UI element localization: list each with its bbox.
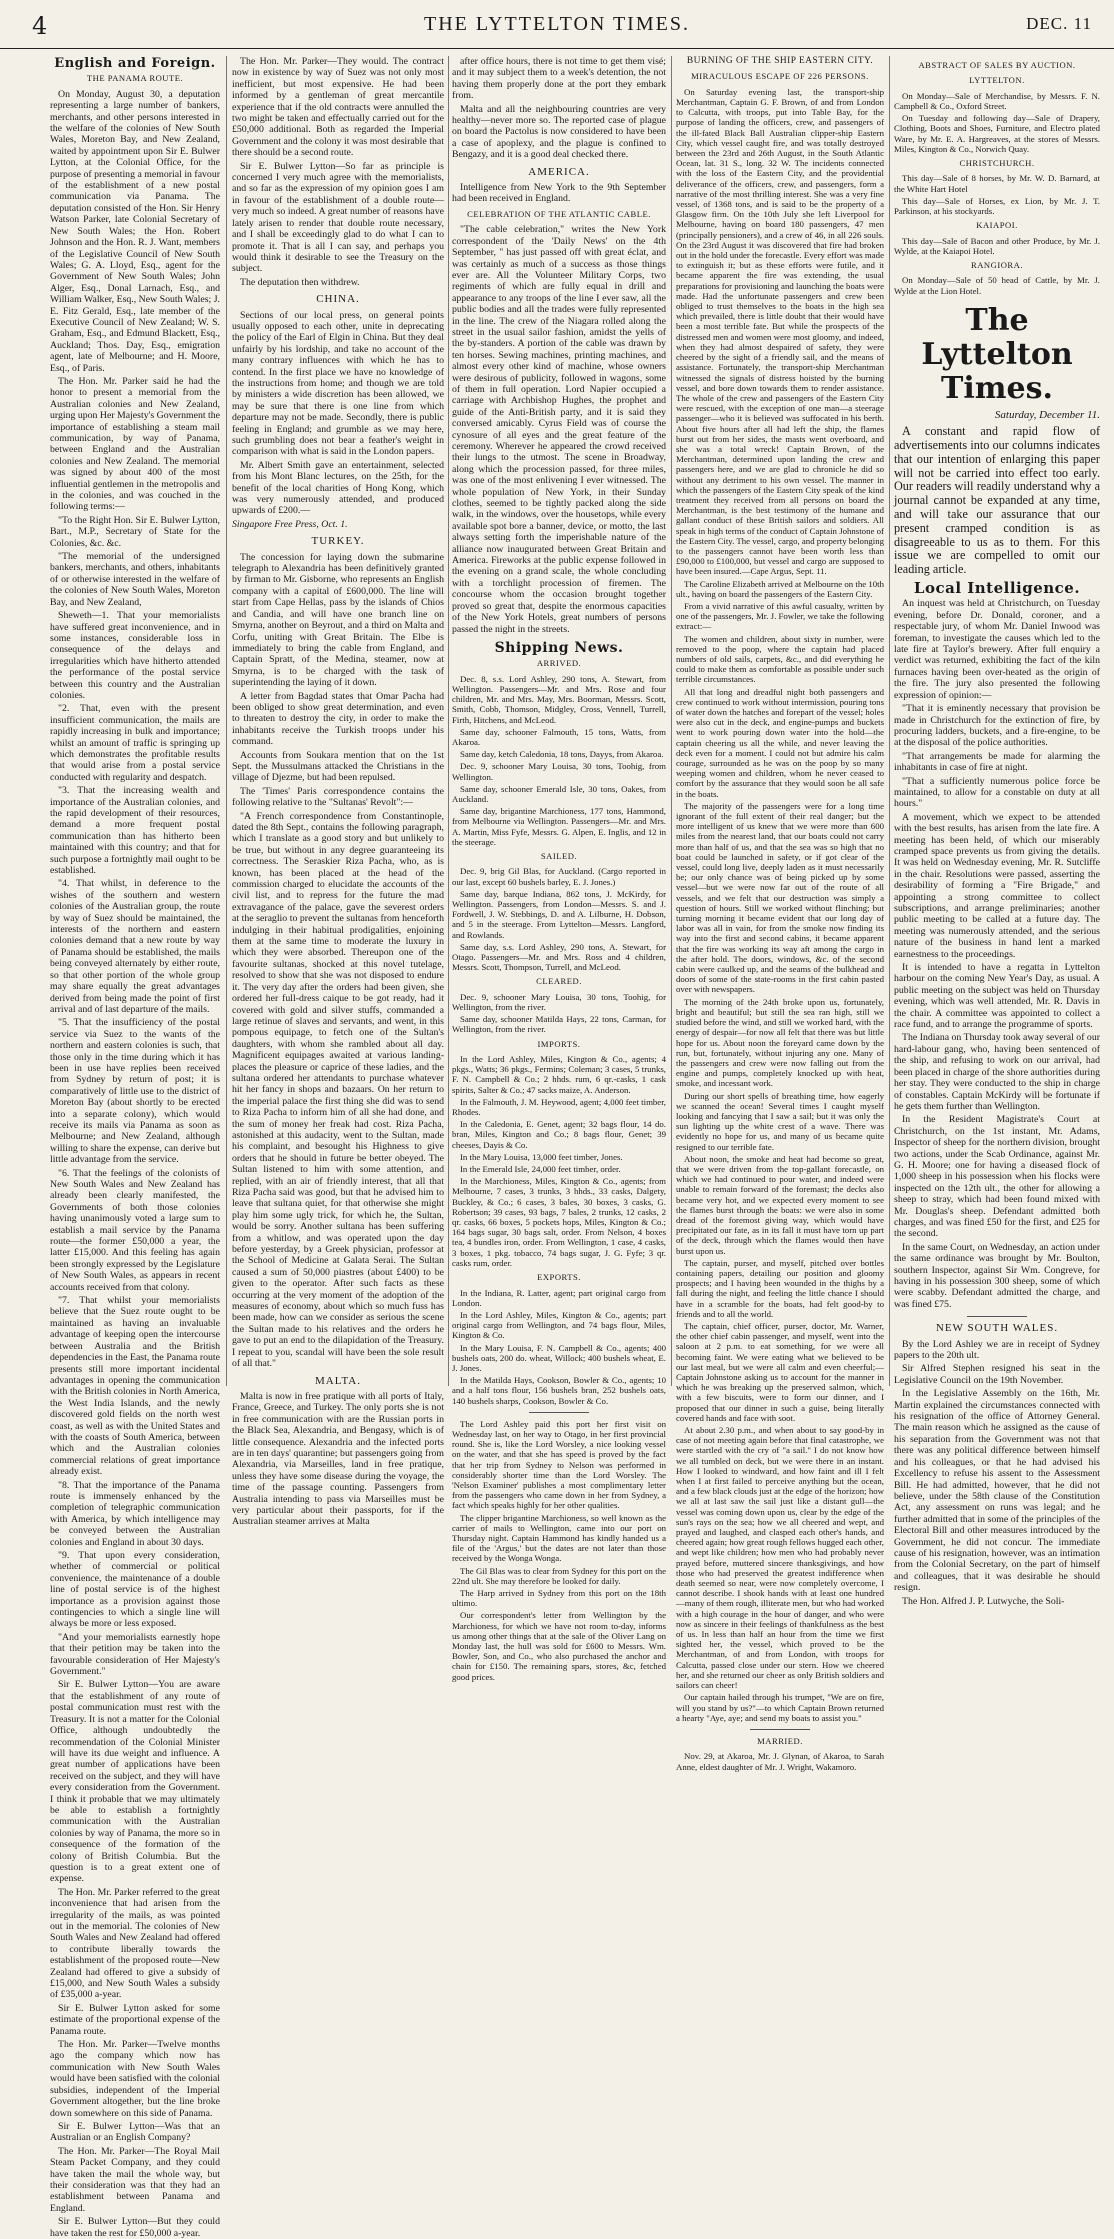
place-heading: RANGIORA. bbox=[970, 260, 1023, 271]
paragraph: Same day, s.s. Lord Ashley, 290 tons, A. Stewart, for Otago. Passengers—Mr. and Mrs. Ross and 4 children, Messrs. Scott, Thompson, Turrell, and McLeod. bbox=[452, 941, 666, 973]
paragraph: In the Legislative Assembly on the 16th, Mr. Martin explained the circumstances connected with his resignation of the office of Attorney General. The main reason which he assigned as the cause of his separation from the Government was not that there was any political difference between himself and his colleagues, or that he had advised his Excellency to refuse his assent to the Assessment Bill. He had admitted, however, that he did not believe, under the 58th clause of the Constitution Act, any assessment on runs was legal; and he further admitted that in some of the principles of the Electoral Bill and other measures introduced by the Government, he did not concur. The immediate cause of his resignation, however, was an intimation from the Colonial Secretary, on the part of himself and colleagues, that it was desirable he should resign. bbox=[894, 1388, 1100, 1594]
article-heading: TURKEY. bbox=[311, 535, 365, 548]
paragraph: In the Mary Louisa, F. N. Campbell & Co., agents; 400 bushels oats, 200 do. wheat, Willock; 400 bushels wheat, E. J. Jones. bbox=[452, 1342, 666, 1373]
columns bbox=[0, 56, 1114, 2239]
article-paragraph: Intelligence from New York to the 9th September had been received in England. bbox=[452, 182, 666, 205]
paragraph: An inquest was held at Christchurch, on Tuesday evening, before Dr. Donald, coroner, and a respectable jury, of whom Mr. Daniel Inwood was foreman, to investigate the causes which led to the late fire at Taylor's brewery. After full enquiry a verdict was returned, exhibiting the fact of the kiln furnaces having been over-heated as the origin of the fire. The jury also presented the following expression of opinion:— bbox=[894, 598, 1100, 701]
subsection-heading: ARRIVED. bbox=[536, 658, 582, 669]
paragraph: Dec. 9, schooner Mary Louisa, 30 tons, Toohig, for Wellington, from the river. bbox=[452, 991, 666, 1013]
sales-list bbox=[894, 236, 1100, 256]
paragraph: In the Lord Ashley, Miles, Kington & Co., agents; part original cargo from Wellington, and 74 bags flour, Miles, Kington & Co. bbox=[452, 1309, 666, 1341]
paragraph: In the Caledonia, E. Genet, agent; 32 bags flour, 14 do. bran, Miles, Kington and Co.; 8 bags flour, Genet; 39 cheeses, Dayis & Co. bbox=[452, 1119, 666, 1150]
paragraph: The deputation then withdrew. bbox=[240, 276, 360, 288]
paragraph: "5. That the insufficiency of the postal service via Suez to the wants of the northern and eastern colonies is such, that those only in the time during which it has been in use have replies been received from Sydney by return of post; it is comparatively of little use to the district of Moreton Bay (about shortly to be erected into a separate colony), which would receive its mails via Panama as soon as Melbourne; and New Zealand, although willing to share the expense, can derive but little advantage from the service. bbox=[50, 1017, 220, 1166]
paragraph: A letter from Bagdad states that Omar Pacha had been obliged to show great determination, and even to threaten to destroy the city, in order to make the inhabitants receive the Turkish troops under his command. bbox=[232, 690, 444, 748]
sales-list bbox=[894, 173, 1100, 216]
paragraph: Mr. Albert Smith gave an entertainment, selected from his Mont Blanc lectures, on the 25th, for the benefit of the local charities of Hong Kong, which was very numerously attended, and produced upwards of £200.— bbox=[232, 459, 444, 517]
paragraph: Accounts from Soukara mention that on the 1st Sept. the Mussulmans attacked the Christians in the village of Djezme, but had been repulsed. bbox=[232, 749, 444, 784]
paragraph: Malta is now in free pratique with all ports of Italy, France, Greece, and Turkey. The only ports she is not in free communication with are the Russian ports in the Black Sea, Alexandria, and Bengasy, which is of little consequence. Alexandria and the infected ports are in ten days' quarantine; but passengers going from Alexandria, via Marseilles, land in free pratique, unless they have some disease during the voyage, the time of the passage counting. Passengers from Australia intending to pass via Marseilles must be very particular about their passports, for if the Australian steamer arrives at Malta bbox=[232, 1390, 444, 1528]
paragraph: "2. That, even with the present insufficient communication, the mails are rapidly increasing in bulk and importance; whilst an amount of traffic is springing up which demonstrates the profitable results that would arise from a postal service conducted with regularity and despatch. bbox=[50, 703, 220, 783]
article-body bbox=[676, 87, 884, 1723]
paragraph: In the Matilda Hays, Cookson, Bowler & Co., agents; 10 and a half tons flour, 156 bushels bran, 252 bushels oats, 140 bushels sharps, Cookson, Bowler & Co. bbox=[452, 1375, 666, 1406]
paragraph: This day—Sale of 8 horses, by Mr. W. D. Barnard, at the White Hart Hotel bbox=[894, 173, 1100, 194]
paragraph: The Lord Ashley paid this port her first visit on Wednesday last, on her way to Otago, in her first provincial round. She is, like the Lord Worsley, a nice looking vessel on the water, and that she has speed is proved by the fact that her trip from Sydney to Nelson was performed in considerably shorter time than the Lord Worsley. The 'Nelson Examiner' publishes a most complimentary letter from the passengers who came down in her from Sydney, a fact which speaks highly for her other qualities. bbox=[452, 1418, 666, 1511]
paragraph: "The memorial of the undersigned bankers, merchants, and others, inhabitants of or otherwise interested in the welfare of the colonies of New South Wales, Moreton Bay, and New Zealand, bbox=[50, 551, 220, 608]
subsection-heading: IMPORTS. bbox=[537, 1038, 581, 1049]
paragraph: Sir E. Bulwer Lytton—Was that an Australian or an English Company? bbox=[50, 2120, 220, 2144]
article-body bbox=[50, 89, 220, 2239]
paragraph: At about 2.30 p.m., and when about to say good-by in case of not meeting again before that final catastrophe, we were startled with the cry of "a sail." I do not know how we all tumbled on deck, but we were there in an instant. How I looked to windward, and how faint and ill I felt when I at first failed to perceive anything but the ocean, and a few black clouds just at the edge of the horizon; how we all at last saw the sail just like a distant gull—the vessel was coming down upon us, clear by the edge of the sun's rays on the sea; how we all cheered and wept, and prayed and laughed, and clasped each other's hands, and cheered again; how great rough fellows hugged each other, and wept like children; how men who had probably never prayed before, muttered sincere thanksgivings, and how those who had preserved the greatest indifference when death seemed so near, were now completely overcome, I cannot describe. I shook hands with at least one hundred —many of them rough, illiterate men, but who had worked with a high courage in the hour of danger, and who were now as sincere in their feelings of thankfulness as the best of us. In less than half an hour from the time we first sighted her, the vessel, which proved to be the Merchantman, of and from London, with troops for Calcutta, passed close under our stern. How we cheered her, and she returned our cheer as only British soldiers and sailors can cheer! bbox=[676, 1425, 884, 1691]
divider bbox=[750, 1729, 810, 1730]
paragraph: Dec. 9, schooner Mary Louisa, 30 tons, Toohig, from Wellington. bbox=[452, 761, 666, 782]
article-body bbox=[894, 1339, 1100, 1607]
paragraph: "The cable celebration," writes the New York correspondent of the 'Daily News' on the 4th September, " has just passed off with great éclat, and was certainly as much of a success as those things ever are. All the Volunteer Military Corps, two regiments of which are fully equal in drill and appearance to any troops of the line I ever saw, all the public bodies and all the trades were fully represented in the line. The crew of the Niagara rolled along the street in the usual sailor fashion, amidst the yells of the by-standers. A portion of the cable was drawn by ten horses. Sewing machines, printing machines, and almost every other kind of machine, whose owners were desirous of publicity, followed in wagons, some of them in full operation. Lord Napier occupied a carriage with Archbishop Hughes, the prophet and guide of the Anti-British party, and it is said they conversed amicably. Cyrus Field was of course the cynosure of all eyes and the great feature of the ceremony. Wherever he appeared the crowd received their lungs to the utmost. The scene in Broadway, along which the procession passed, for three miles, was one of the most enlivening I ever witnessed. The whole population of New York, in their Sunday clothes, seemed to be tightly packed along the side walk, in the windows, over the housetops, while every available spot bore a banner, device, or motto, the last always setting forth the imperishable nature of the alliance now inaugurated between Great Britain and America. Fireworks at the public expense followed in the evening on a grand scale, the whole concluding with a torchlight procession of firemen. The concourse whom the occasion brought together proved so great that, despite the enormous capacities of the New York Hotels, great numbers of persons passed the night in the streets. bbox=[452, 224, 666, 635]
paragraph: The captain, purser, and myself, pitched over bottles containing papers, detailing our position and gloomy prospects; and I having been wounded in the thighs by a fall during the night, and feeling the little chance I should have in a scramble for the boats, had felt good-by to friends and to all the world. bbox=[676, 1257, 884, 1319]
article-body bbox=[894, 598, 1100, 1310]
paragraph: The Caroline Elizabeth arrived at Melbourne on the 10th ult., having on board the passengers of the Eastern City. bbox=[676, 578, 884, 599]
paragraph: All that long and dreadful night both passengers and crew continued to work without intermission, pouring tons of water down the hatches and forepart of the vessel; holes were also cut in the deck, and engine-pumps and buckets went to work pouring down water into the hold—the captain cheering us all the while, and never leaving the deck even for a moment. I could not but admire his calm courage, surrounded as he was on the poop by so many weeping women and children, whom he never ceased to comfort by the assurance that they would soon be all safe in the boats. bbox=[676, 686, 884, 799]
paragraph: In the Indiana, R. Latter, agent; part original cargo from London. bbox=[452, 1287, 666, 1308]
section-heading: Local Intelligence. bbox=[913, 579, 1081, 598]
paragraph: The Harp arrived in Sydney from this port on the 18th ultimo. bbox=[452, 1587, 666, 1609]
sales-list bbox=[894, 275, 1100, 295]
paragraph: On Monday—Sale of Merchandise, by Messrs. F. N. Campbell & Co., Oxford Street. bbox=[894, 90, 1100, 112]
paragraph: A movement, which we expect to be attended with the best results, has arisen from the late fire. A meeting has been held, of which our miserably cramped space prevents us from giving the details. It was held on Wednesday evening, Mr. R. Sutcliffe in the chair. Resolutions were passed, asserting the desirability of forming a "Fire Brigade," and appointing a strong committee to collect subscriptions, and arrange preliminaries; another public meeting to be called at a future day. The meeting was numerously attended, and the serious nature of the business in hand lent a marked earnestness to the proceedings. bbox=[894, 811, 1100, 960]
shipping-list bbox=[452, 674, 666, 847]
place-heading: CHRISTCHURCH. bbox=[959, 158, 1035, 169]
paragraph: The majority of the passengers were for a long time ignorant of the full extent of their real danger; but the more intelligent of us knew that we were more than 600 miles from the nearest land, that our boats could not carry more than half of us, and that the sea was so high that no boat could be launched in safety, or if got clear of the vessel, could long live, deeply laden as it must necessarily be; our only chance was of being picked up by some vessel—but we were now far out of the route of all vessels, and we felt that our destruction was simply a question of hours. Still we worked without flinching; but turning morning it became evident that our long day of labor was all in vain, for from the smoke now finding its way into the first and second cabins, it became apparent that the fire was working its way aft among the cargo in the after hold. The doors, windows, &c. of the second cabin were caulked up, and the seams of the bulkhead and doors of some of the state-rooms in the first cabin pasted over with newspapers. bbox=[676, 800, 884, 995]
page-number: 4 bbox=[32, 12, 48, 40]
paragraph: "To the Right Hon. Sir E. Bulwer Lytton, Bart., M.P., Secretary of State for the Colonies, &c. &c. bbox=[50, 514, 220, 549]
article-body bbox=[452, 224, 666, 635]
paragraph: Sheweth—1. That your memorialists have suffered great inconvenience, and in some instances, considerable loss in consequence of the delays and irregularities which have hitherto attended the performance of the postal service between this country and the Australian colonies. bbox=[50, 610, 220, 701]
shipping-notes bbox=[452, 1419, 666, 1682]
article-heading: NEW SOUTH WALES. bbox=[935, 1322, 1059, 1335]
editorial-title: The Lyttelton Times. bbox=[921, 302, 1073, 406]
paragraph: The clipper brigantine Marchioness, so well known as the carrier of mails to Wellington, came into our port on Thursday night. Captain Hammond has kindly handed us a file of the 'Argus,' but the dates are not later than those received by the Wonga Wonga. bbox=[452, 1512, 666, 1564]
article-body bbox=[232, 552, 444, 1370]
column-english-foreign bbox=[50, 56, 221, 2239]
subsection-heading: EXPORTS. bbox=[537, 1272, 581, 1283]
paragraph: Sir E. Bulwer Lytton—So far as principle is concerned I very much agree with the memorialists, and so far as the expression of my opinion goes I am in favour of the establishment of a double route—very much so indeed. A great number of reasons have lately arisen to render that double route necessary, and I shall be exceedingly glad to do what I can to promote it. That is all I can say, and perhaps you would think it desirable to see the Treasury on the subject. bbox=[232, 160, 444, 275]
paragraph: The Hon. Alfred J. P. Lutwyche, the Soli- bbox=[902, 1595, 1065, 1607]
shipping-list bbox=[452, 992, 666, 1035]
paragraph: The women and children, about sixty in number, were removed to the poop, where the captain had placed numbers of old sails, carpets, &c., and did everything he could to make them as comfortable as possible under such terrible circumstances. bbox=[676, 633, 884, 685]
paragraph: During our short spells of breathing time, how eagerly we scanned the ocean! Several times I caught myself looking and fancying that I saw a sail; but it was only the sun lighting up the white crest of a wave. There was evidently no hope for us, and many of us became quite resigned to our terrible fate. bbox=[676, 1090, 884, 1152]
subsection-heading: SAILED. bbox=[540, 850, 578, 861]
shipping-list bbox=[452, 866, 666, 972]
paragraph: Dec. 9, brig Gil Blas, for Auckland. (Cargo reported in our last, except 60 bushels barley, E. J. Jones.) bbox=[452, 866, 666, 887]
paragraph: Same day, schooner Matilda Hays, 22 tons, Carman, for Wellington, from the river. bbox=[452, 1014, 666, 1035]
paragraph: Dec. 8, s.s. Lord Ashley, 290 tons, A. Stewart, from Wellington. Passengers—Mr. and Mrs. Rose and four children, Mr. and Mrs. May, Mrs. Boorman, Messrs. Scott, Smith, Cobb, Thomson, Midgley, Cross, Vennell, Turrell, Firth, Hitchens, and McLeod. bbox=[452, 673, 666, 725]
paragraph: Sir E. Bulwer Lytton asked for some estimate of the proportional expense of the Panama route. bbox=[50, 2002, 220, 2037]
sales-list bbox=[894, 91, 1100, 154]
paragraph: In the Marchioness, Miles, Kington & Co., agents; from Melbourne, 7 cases, 3 trunks, 3 hhds., 33 casks, Dalgety, Buckley, & Co.; 6 cases, 3 bales, 30 boxes, 3 casks, G. Robertson; 39 cases, 93 bags, 7 bales, 2 trunks, 12 casks, 2 qr. casks, 66 boxes, 5 pockets hops, Miles, Kington & Co.; 164 bags sugar, 30 bags salt, order. From Nelson, 4 boxes tea, 4 bundles iron, order. From Wellington, 1 case, 4 casks, 3 boxes, 1 pkg. tobacco, 74 bags sugar, J. G. Fyfe; 3 qr. casks rum, order. bbox=[452, 1176, 666, 1268]
place-heading: KAIAPOI. bbox=[976, 220, 1018, 231]
paragraph: From a vivid narrative of this awful casualty, written by one of the passengers, Mr. J. Fowler, we take the following extract:— bbox=[676, 600, 884, 632]
paragraph: Same day, ketch Caledonia, 18 tons, Dayys, from Akaroa. bbox=[460, 749, 664, 760]
paragraph: "That a sufficiently numerous police force be maintained, to allow for a constable on duty at all hours." bbox=[894, 775, 1100, 810]
paragraph: The captain, chief officer, purser, doctor, Mr. Warner, the other chief cabin passenger, and myself, went into the saloon at 2 p.m. to eat something, for we were all becoming faint. We were eating what we believed to be our last meal, but we were all calm and even cheerful;—Captain Johnstone asking us to account for the manner in which he was breaking up the preserved salmon, which, with a few biscuits, were to form our dinner, and I proposed that our dinner in such a guise, being literally covered hands and face with soot. bbox=[676, 1320, 884, 1423]
paragraph: The 'Times' Paris correspondence contains the following relative to the "Sultanas' Revolt":— bbox=[232, 785, 444, 809]
paragraph: "3. That the increasing wealth and importance of the Australian colonies, and the rapid development of their resources, demand a more frequent postal communication than has hitherto been maintained with this country; and that for such purpose a fortnightly mail ought to be established. bbox=[50, 785, 220, 877]
place-heading: LYTTELTON. bbox=[969, 75, 1025, 86]
article-heading: MALTA. bbox=[315, 1374, 361, 1387]
paragraph: Sir E. Bulwer Lytton—But they could have taken the rest for £50,000 a-year. bbox=[50, 2216, 220, 2239]
source-credit: Singapore Free Press, Oct. 1. bbox=[232, 518, 348, 530]
shipping-list bbox=[452, 1288, 666, 1406]
article-heading: AMERICA. bbox=[528, 165, 590, 178]
divider bbox=[967, 1316, 1027, 1317]
issue-date: DEC. 11 bbox=[1026, 14, 1092, 33]
paragraph: "7. That whilst your memorialists believe that the Suez route ought to be maintained as having an invaluable advantage of keeping open the intercourse between Australia and the British dependencies in the East, the Panama route presents still more important incidental advantages in opening the communication with the British colonies in North America, the West India Islands, and the newly discovered gold fields on the north west coast, as well as with the United States and with the coasts of South America, between which and the Australian colonies commercial relations of great importance already exist. bbox=[50, 1295, 220, 1478]
paragraph: Same day, schooner Emerald Isle, 30 tons, Oakes, from Auckland. bbox=[452, 783, 666, 804]
paragraph: On Tuesday and following day—Sale of Drapery, Clothing, Boots and Shoes, Furniture, and Electro plated Ware, by Mr. E. A. Hargreaves, at the stores of Messrs. Miles, Kington & Co., Norwich Quay. bbox=[894, 113, 1100, 154]
paragraph: The Hon. Mr. Parker—They would. The contract now in existence by way of Suez was not only most inefficient, but most expensive. He had been informed by a gentleman of great mercantile experience that if the old contracts were annulled the two might be taken and effectually carried out for the £50,000 additional. Both as regarded the Imperial Government and the colony it was most desirable that there should be a second route. bbox=[232, 56, 444, 159]
article-body bbox=[232, 310, 444, 517]
article-heading: BURNING OF THE SHIP EASTERN CITY. bbox=[686, 56, 874, 66]
article-body bbox=[452, 56, 666, 161]
editorial-dateline: Saturday, December 11. bbox=[994, 408, 1100, 421]
paragraph: About noon, the smoke and heat had become so great, that we were driven from the top-gallant forecastle, on which we had continued to pour water, and indeed were unable to remain forward of the foremast; the decks also became very hot, and we expected every moment to see the flames burst through the boats: we were also in some dread of the foremost giving way, which would have precipitated our fate, as in its fall it must have torn up part of the deck, through which the flames would then have burst upon us. bbox=[676, 1153, 884, 1256]
paragraph: The Hon. Mr. Parker said he had the honor to present a memorial from the Australian colonies and New Zealand, urging upon Her Majesty's Government the importance of establishing a steam mail communication, by way of Panama, between England and the Australian colonies and New Zealand. The memorial was signed by about 400 of the most influential gentlemen in the metropolis and in the colonies, and was couched in the following terms:— bbox=[50, 375, 221, 513]
paragraph: In the Emerald Isle, 24,000 feet timber, order. bbox=[460, 1164, 621, 1175]
section-heading: English and Foreign. bbox=[54, 56, 216, 71]
column-foreign-news bbox=[232, 56, 444, 1528]
section-heading: Shipping News. bbox=[494, 639, 624, 656]
article-subheading: CELEBRATION OF THE ATLANTIC CABLE. bbox=[467, 208, 651, 219]
article-body bbox=[232, 1391, 444, 1528]
paragraph: The concession for laying down the submarine telegraph to Alexandria has been definitively granted by firman to Mr. Gisborne, who represents an English company with a capital of £600,000. The line will start from Cape Hellas, pass by the islands of Chios and Candia, and will have one branch line on Smyrna, another on Beyrout, and a third on Malta and Corfu, uniting with Great Britain. The Elbe is immediately to bring the cable from England, and Captain Spratt, of the Medina, steamer, now at Smyrna, is to be charged with the task of superintending the laying of it down. bbox=[232, 551, 444, 689]
paragraph: By the Lord Ashley we are in receipt of Sydney papers to the 20th ult. bbox=[894, 1338, 1100, 1362]
paragraph: Sir Alfred Stephen resigned his seat in the Legislative Council on the 19th November. bbox=[894, 1363, 1100, 1386]
shipping-list bbox=[452, 1054, 666, 1268]
paragraph: Same day, brigantine Marchioness, 177 tons, Hammond, from Melbourne via Wellington. Passengers—Mr. and Mrs. A. Martin, Miss Fyfe, Messrs. G. Alpen, E. Inglis, and 12 in the steerage. bbox=[452, 806, 666, 847]
paragraph: "And your memorialists earnestly hope that their petition may be taken into the favourable consideration of Her Majesty's Government." bbox=[50, 1631, 220, 1678]
column-editorial-local bbox=[894, 56, 1100, 1607]
notice-heading: MARRIED. bbox=[757, 1735, 803, 1746]
paragraph: "A French correspondence from Constantinople, dated the 8th Sept., contains the following paragraph, which I translate as a good story and but unlikely to be true, but without in any degree guaranteeing its correctness. The Seraskier Riza Pacha, who, as is known, has been placed at the head of the commission charged to elucidate the accounts of the civil list, and to repress for the future the mad extravagance of the palace, gave the severest orders at the seraglio to prevent the sultanas from henceforth indulging in their habitual prodigalities, enjoining them at the same time to moderate the luxury in which they were absorbed. Thereupon one of the favourite sultanas, shocked at this novel tutelage, resolved to show that she was not disposed to endure it. The very day after the orders had been given, she ordered her full-dress caique to be got ready, had it covered with gold and silver stuffs, commanded a large retinue of slaves and servants, and went, in this pompous equipage, to fetch one of the Sultan's daughters, with whom she rambled about all day. Magnificent equipages awaited at various landing-places the pleasure or caprice of these ladies, and the sultana ordered her attendants to purchase whatever hit her fancy in shops and bazaars. On her return to the imperial palace the first thing she did was to send to Riza Pacha to inform him of all she had done, and the sum of money her freak had cost. Riza Pacha, astonished at this audacity, went to the Sultan, made his complaint, and besought his Highness to give orders that he should in future be better obeyed. The Sultan listened to him with some attention, and replied, with an air of friendly interest, that all that Riza Pacha said was good, but that he advised him to leave that sultana quiet, for that otherwise she might play him some ugly trick, for which he, the Sultan, would be sorry. Another sultana has been suffering from a whitlow, and was operated upon the day before yesterday, by a Greek physician, professor at the School of Medicine at Galata Serai. The Sultan caused a sum of 50,000 piastres (about £400) to be given to the operator. After such facts as these occurring at the very moment of the adoption of the measures of economy, about which so much fuss has been made, how can we consider as serious the scene the Sultan made to his relatives and the orders he gave to put an end to the dilapidation of the Treasury. I repeat to you, scandal will have been the sole result of all that." bbox=[232, 810, 444, 1370]
paragraph: This day—Sale of Horses, ex Lion, by Mr. J. T. Parkinson, at his stockyards. bbox=[894, 195, 1100, 217]
paragraph: "8. That the importance of the Panama route is immensely enhanced by the completion of telegraphic communication with America, by which intelligence may be conveyed between the Australian colonies and England in about 30 days. bbox=[50, 1479, 220, 1548]
column-eastern-city bbox=[676, 56, 884, 1772]
paragraph: after office hours, there is not time to get them visé; and it may subject them to a week's detention, the not having them properly done at the port they embark from. bbox=[452, 56, 666, 102]
paragraph: "That arrangements be made for alarming the inhabitants in case of fire at night. bbox=[894, 750, 1100, 774]
paragraph: Same day, schooner Falmouth, 15 tons, Watts, from Akaroa. bbox=[452, 726, 666, 747]
column-america-shipping bbox=[452, 56, 666, 1682]
subsection-heading: CLEARED. bbox=[536, 976, 582, 987]
masthead bbox=[0, 0, 1114, 49]
paragraph: The Hon. Mr. Parker—Twelve months ago the company which now has communication with New South Wales would have been satisfied with the colonial subsidies, independent of the Imperial Government altogether, but the line broke down somewhere on this side of Panama. bbox=[50, 2039, 220, 2119]
paragraph: "4. That whilst, in deference to the wishes of the southern and western colonies of the Australian group, the route by way of Suez should be maintained, the interests of the northern and eastern colonies demand that a new route by way of Panama should be established, the mails being conveyed alternately by either route, so that other portion of the whole group may share equally the great advantages derived from being made the point of first arrival and of last departure of the mails. bbox=[50, 878, 220, 1015]
paragraph: On Monday—Sale of 50 head of Cattle, by Mr. J. Wylde at the Lion Hotel. bbox=[894, 275, 1100, 296]
paragraph: The Indiana on Thursday took away several of our hard-labour gang, who, having been sentenced of the ship, and refusing to work on our arrival, had been placed in charge of the shore authorities during her stay. They were conducted to the ship in charge of constables. Captain McKirdy will be fortunate if he gets them further than Wellington. bbox=[894, 1032, 1100, 1112]
paragraph: The Hon. Mr. Parker referred to the great inconvenience that had arisen from the irregularity of the mails, as was pointed out in the memorial. The colonies of New South Wales and New Zealand had offered to contribute liberally towards the establishment of the proposed route—New Zealand had offered to give a subsidy of £15,000, and New South Wales a subsidy of £35,000 a-year. bbox=[50, 1886, 220, 2001]
paragraph: On Monday, August 30, a deputation representing a large number of bankers, merchants, and other persons interested in the welfare of the colonies of New South Wales, Moreton Bay, and New Zealand, waited by appointment upon Sir E. Bulwer Lytton, at the Colonial Office, for the purpose of presenting a memorial in favour of the establishment of a new postal communication via Panama. The deputation consisted of the Hon. Sir Henry Watson Parker, late Colonial Secretary of New South Wales; the Hon. Robert Johnson and the Hon. R. J. Want, members of the Legislative Council of New South Wales; G. A. Lloyd, Esq., agent for the Government of New South Wales; John Alger, Esq., Donal Larnach, Esq., and William Walker, Esq., New South Wales; J. E. Fitz Gerald, Esq., late member of the Executive Council of New Zealand; W. S. Graham, Esq., and Edmund Blackett, Esq., Auckland; Thos. Day, Esq., emigration agent, late of Melbourne; and H. Moore, Esq., of Paris. bbox=[50, 88, 220, 374]
editorial-lead: A constant and rapid flow of advertisements into our columns indicates that our intention of enlarging this paper will not be carried into effect too early. Our readers will readily understand why a journal cannot be expanded at any time, and will take our assurance that our present cramped condition is as disagreeable to us as to them. For this issue we are compelled to omit our leading article. bbox=[894, 424, 1100, 577]
paragraph: In the same Court, on Wednesday, an action under the same ordinance was brought by Mr. Boulton, southern Inspector, against Sir Wm. Congreve, for having in his possession 300 sheep, some of which were scabby. Defendant admitted the charge, and was fined £75. bbox=[894, 1241, 1100, 1310]
paragraph: "That it is eminently necessary that provision be made in Christchurch for the extinction of fire, by procuring ladders, buckets, and a fire-engine, to be at the disposal of the police authorities. bbox=[894, 703, 1100, 749]
article-subheading: MIRACULOUS ESCAPE OF 226 PERSONS. bbox=[691, 71, 869, 82]
paragraph: The Gil Blas was to clear from Sydney for this port on the 22nd ult. She may therefore be looked for daily. bbox=[452, 1565, 666, 1586]
paragraph: "6. That the feelings of the colonists of New South Wales and New Zealand has already been clearly manifested, the Governments of both those colonies having unanimously voted a large sum to establish a mail service by the Panama route—the former £50,000 a year, the latter £15,000. And this feeling has again been strongly expressed by the Legislature of New South Wales, as appears in recent accounts received from that colony. bbox=[50, 1167, 220, 1293]
divider bbox=[529, 1412, 589, 1413]
paragraph: On Saturday evening last, the transport-ship Merchantman, Captain G. F. Brown, of and from London to Calcutta, with troops, put into Table Bay, for the purpose of landing the officers, crew, and passengers of the ill-fated Black Ball Australian clipper-ship Eastern City, which vessel caught fire, and was totally destroyed between the 23rd and 26th August, in the South Atlantic Ocean, lat. 31 S., long. 32 W. The incidents connected with the loss of the Eastern City, and the providential deliverance of the officers, crew, and passengers, form a narrative of the most thrilling interest. She was a very fine vessel, of 1368 tons, and is said to be the property of a Glasgow firm. On the 10th July she left Liverpool for Melbourne, having on board 180 passengers, 47 men (principally pensioners), and a crew of 46, in all 226 souls. On the 23rd August it was discovered that fire had broken out in the hold under the forecastle. Every effort was made to extinguish it; but as these efforts were futile, and it became apparent the fire was extending, the usual preparations for provisioning and launching the boats were made. Had the unfortunate passengers and crew been obliged to trust themselves to the boats in the high sea which prevailed, there is little doubt that their would have been a most terrible fate. But while the prospects of the distressed men and women were most gloomy, and indeed, when they had almost despaired of safety, they were cheered by the sight of a friendly sail, and the means of assistance. Fortunately, the transport-ship Merchantman witnessed the signals of distress hoisted by the burning vessel, and bore down towards them to render assistance. The whole of the crew and passengers of the Eastern City were rescued, with the exception of one man—a steerage passenger—who it is believed was suffocated in his berth. About five hours after all had left the ship, the flames burst out from her sides, the masts went overboard, and she was a total wreck! Captain Brown, of the Merchantman, determined upon landing the crew and passengers here, and we are glad to chronicle he did so without any detriment to his own vessel. The manner in which the passengers of the Eastern City speak of the kind treatment they received from all persons on board the Merchantman, is the best testimony of the humane and gallant conduct of these British sailors and soldiers. All speak in high terms of the conduct of Captain Johnstone of the Eastern City. The vessel, cargo, and property belonging to the passengers cannot have been worth less than £90,000 to £100,000, but vessel and cargo are supposed to have been insured.—Cape Argus, Sept. 11. bbox=[676, 86, 884, 577]
paragraph: Malta and all the neighbouring countries are very healthy—never more so. The reported case of plague on board the Pactolus is now considered to have been a case of apoplexy, and the plague is confined to Bengazy, and it is a good deal checked there. bbox=[452, 103, 666, 161]
paragraph: Our correspondent's letter from Wellington by the Marchioness, for which we have not room to-day, informs us among other things that at the sale of the Oliver Lang on Monday last, the hull was sold for £600 to Messrs. Wm. Bowler, Son, and Co., who also purchased the anchor and chain for £150. The remaining spars, stores, &c, fetched good prices. bbox=[452, 1610, 666, 1682]
paragraph: In the Resident Magistrate's Court at Christchurch, on the 1st instant, Mr. Adams, Inspector of sheep for the northern division, brought two actions, under the Scab Ordinance, against Mr. G. H. Moore; one for having a diseased flock of 1,000 sheep in his possession when his flocks were inspected on the 12th ult., the other for allowing a sheep to stray, which had been found mixed with Mr. Douglas's sheep. Defendant admitted both charges, and was fined £50 for the first, and £25 for the second. bbox=[894, 1114, 1100, 1240]
paper-title: THE LYTTELTON TIMES. bbox=[424, 13, 690, 35]
paragraph: It is intended to have a regatta in Lyttelton harbour on the coming New Year's Day, as usual. A public meeting on the subject was held on Thursday evening, which was well attended, Mr. R. Davis in the chair. A committee was appointed to collect a race fund, and to arrange the programme of sports. bbox=[894, 962, 1100, 1031]
paragraph: In the Lord Ashley, Miles, Kington & Co., agents; 4 pkgs., Watts; 36 pkgs., Fermins; Coleman; 3 cases, 5 trunks, F. N. Campbell & Co.; 2 hhds. rum, 6 qr.-casks, 1 cask spirits, Salter & Co.; 47 sacks maize, A. Anderson. bbox=[452, 1054, 666, 1095]
paragraph: The morning of the 24th broke upon us, fortunately, bright and beautiful; but still the sea ran high, still we studied before the wind, and still we worked hard, with the energy of despair—for now all felt that there was but little hope for us. About noon the foreyard came down by the run, but, fortunately, without injuring any one. Many of the passengers and crew were now falling out from the engine and pumps, completely knocked up with heat, smoke, and incessant work. bbox=[676, 996, 884, 1089]
article-heading: THE PANAMA ROUTE. bbox=[86, 73, 184, 84]
paragraph: Our captain hailed through his trumpet, "We are on fire, will you stand by us?"—to which Captain Brown returned a hearty "Aye, aye; and send my boats to assist you." bbox=[676, 1692, 884, 1723]
paragraph: This day—Sale of Bacon and other Produce, by Mr. J. Wylde, at the Kaiapoi Hotel. bbox=[894, 235, 1100, 256]
paragraph: In the Falmouth, J. M. Heywood, agent; 4,000 feet timber, Rhodes. bbox=[452, 1096, 666, 1118]
paragraph: In the Mary Louisa, 13,000 feet timber, Jones. bbox=[460, 1151, 623, 1162]
paragraph: Same day, barque Indiana, 862 tons, J. McKirdy, for Wellington. Passengers, from London—Messrs. S. and J. Fordwell, J. W. Stebbings, D. and A. Lilburne, H. Dobson, and 5 in the steerage. From Lyttelton—Messrs. Langford, and Rowlands. bbox=[452, 888, 666, 940]
sales-heading: ABSTRACT OF SALES BY AUCTION. bbox=[918, 60, 1076, 70]
marriage-notice: Nov. 29, at Akaroa, Mr. J. Glynan, of Akaroa, to Sarah Anne, eldest daughter of Mr. J. Wright, Wakamoro. bbox=[676, 1751, 884, 1772]
article-body bbox=[232, 56, 444, 288]
article-heading: CHINA. bbox=[316, 293, 360, 306]
paragraph: "9. That upon every consideration, whether of commercial or political convenience, the maintenance of a double line of postal service is of the highest importance as a provision against those contingencies to which a single line will always be more or less exposed. bbox=[50, 1550, 220, 1630]
paragraph: Sections of our local press, on general points usually opposed to each other, unite in deprecating the policy of the Earl of Elgin in China. But they deal unfairly by his lordship, and take no account of the many contrary influences with which he has to contend. In the first place we have no knowledge of the instructions from home; and though we are told by ministers a wide discretion has been allowed, we may be sure that there is one line from which departure may not be made. Secondly, there is public feeling in England; and grumble as we may here, such grumbling does not bear a feather's weight in comparison with what is said in the London papers. bbox=[232, 309, 444, 458]
paragraph: Sir E. Bulwer Lytton—You are aware that the establishment of any route of postal communication must rest with the Treasury. It is not a matter for the Colonial Office, although undoubtedly the recommendation of the Colonial Minister will have its due weight and influence. A great number of applications have been received on the subject, and they will have every consideration from the Government. I think it probable that we may ultimately be able to establish a fortnightly communication with the Australian colonies by way of Panama, the more so in consequence of the formation of the colony of British Columbia. But the question is to a great extent one of expense. bbox=[50, 1679, 220, 1885]
paragraph: The Hon. Mr. Parker—The Royal Mail Steam Packet Company, and they could have taken the mail the whole way, but their consideration was that they had an establishment between Panama and England. bbox=[50, 2145, 220, 2214]
